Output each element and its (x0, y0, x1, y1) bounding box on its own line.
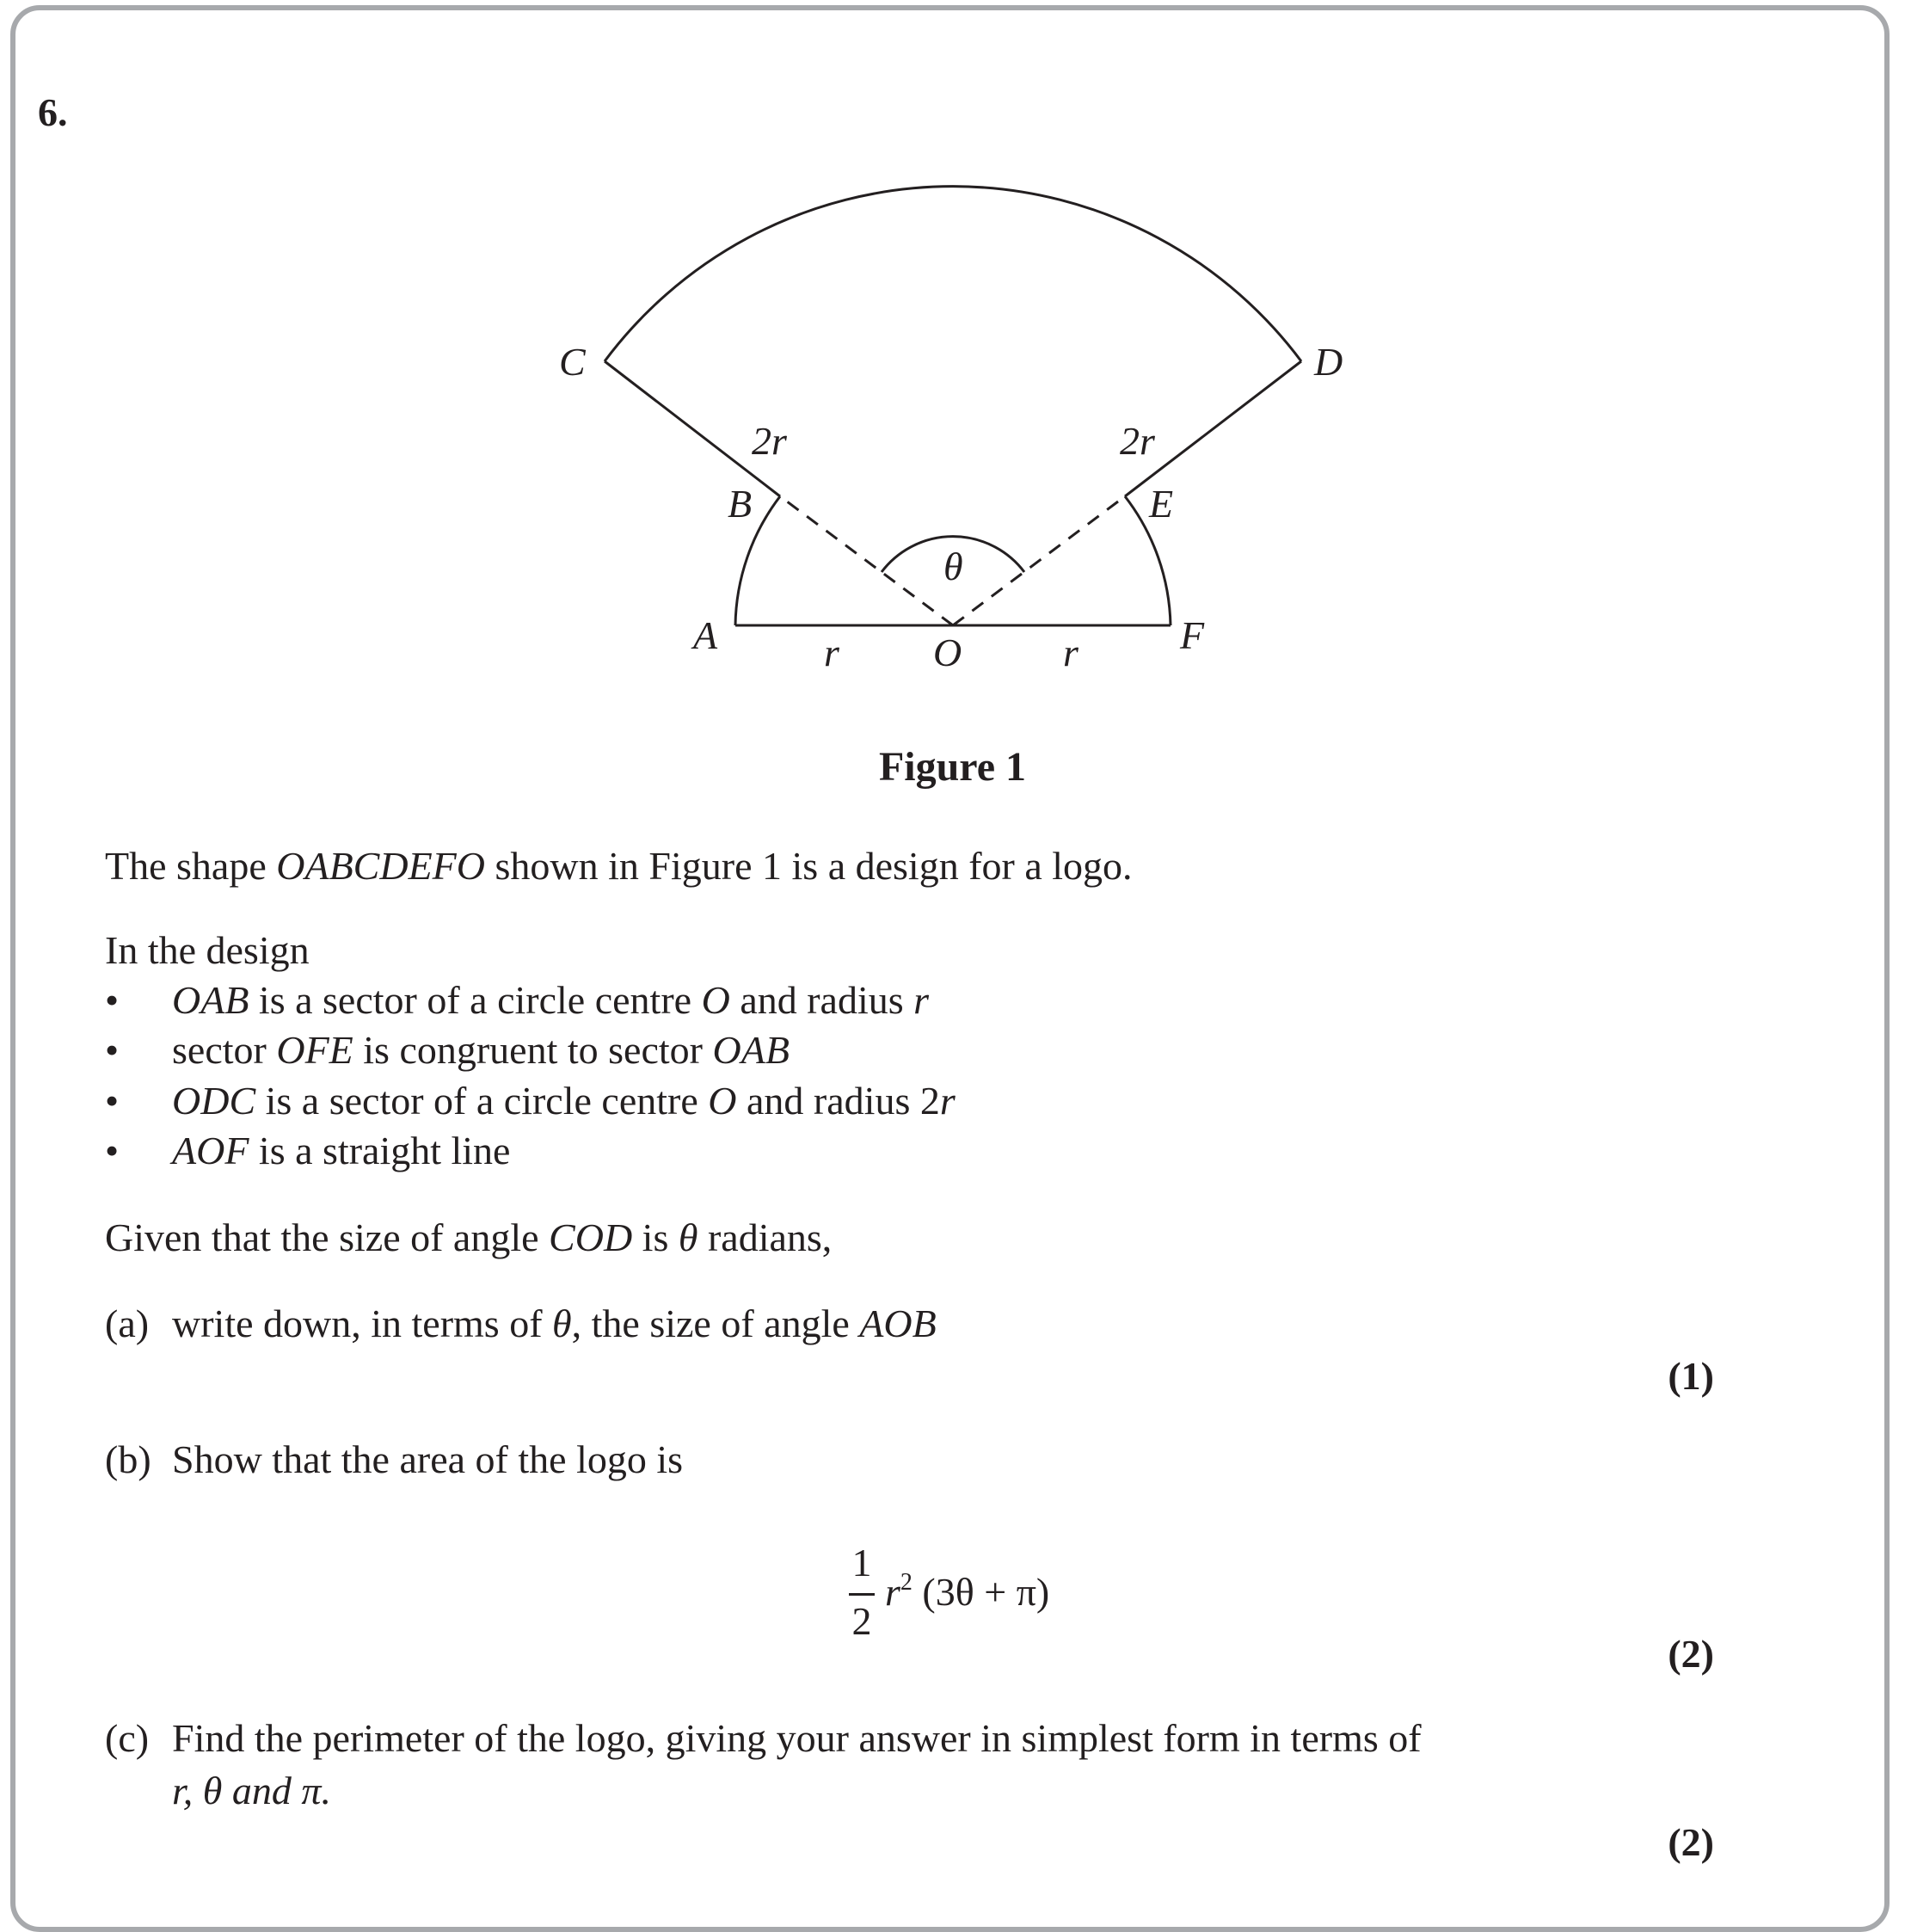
part-a-text: write down, in terms of θ, the size of angle AOB (172, 1301, 937, 1345)
part-c-line1: Find the perimeter of the logo, giving your answer in simplest form in terms of (172, 1716, 1422, 1760)
part-a-label: (a) (105, 1301, 150, 1345)
bullet-dot: • (105, 1079, 120, 1123)
part-c-line2: r, θ and π. (172, 1769, 331, 1812)
figure-caption: Figure 1 (878, 744, 1027, 790)
figure-1-diagram (0, 0, 1905, 774)
part-b-text: Show that the area of the logo is (172, 1437, 684, 1481)
design-heading: In the design (105, 928, 310, 972)
label-2r-right: 2r (1120, 419, 1155, 463)
fraction-denominator: 2 (851, 1599, 872, 1643)
label-r-right: r (1063, 631, 1078, 674)
label-b: B (728, 482, 753, 526)
bullet-item: ODC is a sector of a circle centre O and radius 2r (172, 1079, 956, 1123)
bullet-item: sector OFE is congruent to sector OAB (172, 1028, 790, 1072)
label-f: F (1180, 613, 1205, 657)
fraction-bar (849, 1593, 875, 1596)
bullet-item: OAB is a sector of a circle centre O and radius r (172, 978, 930, 1022)
label-a: A (693, 613, 718, 657)
label-e: E (1149, 482, 1174, 526)
part-c-label: (c) (105, 1716, 150, 1760)
formula-expression: $r^2$ (3θ + π) (885, 1569, 1050, 1614)
intro-paragraph: The shape OABCDEFO shown in Figure 1 is a design for a logo. (105, 844, 1133, 888)
radius-ob-dashed (780, 496, 953, 625)
label-2r-left: 2r (752, 419, 787, 463)
radius-oe-dashed (953, 496, 1125, 625)
bullet-item: AOF is a straight line (172, 1129, 511, 1172)
outer-arc-cd (605, 187, 1301, 361)
bullet-dot: • (105, 1028, 120, 1072)
label-r-left: r (824, 631, 839, 674)
part-c-marks: (2) (1668, 1820, 1714, 1864)
part-b-marks: (2) (1668, 1632, 1714, 1676)
label-o: O (933, 631, 962, 674)
bullet-dot: • (105, 1129, 120, 1172)
fraction-numerator: 1 (851, 1541, 872, 1584)
given-statement: Given that the size of angle COD is θ radians, (105, 1215, 833, 1259)
question-number: 6. (38, 90, 68, 134)
bullet-dot: • (105, 978, 120, 1022)
label-theta: θ (943, 545, 963, 588)
part-a-marks: (1) (1668, 1354, 1714, 1398)
part-b-label: (b) (105, 1437, 151, 1481)
label-c: C (559, 340, 586, 384)
label-d: D (1314, 340, 1343, 384)
